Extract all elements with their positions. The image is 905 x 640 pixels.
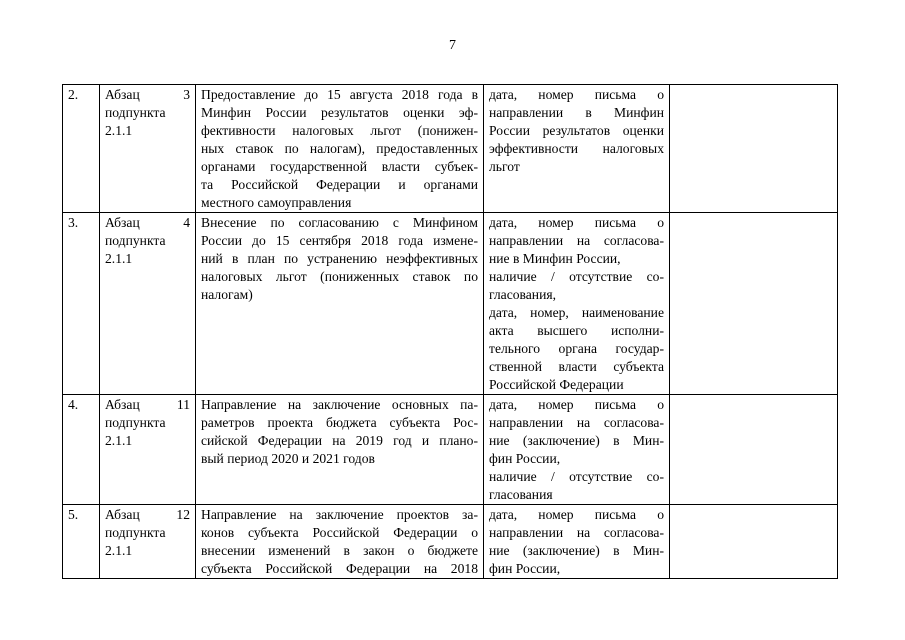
empty-cell: [670, 395, 838, 505]
reference-line: подпункта: [105, 525, 166, 540]
reference-line: 2.1.1: [105, 123, 133, 138]
description-line: местного самоуправления: [201, 195, 352, 210]
reference-number: 12: [176, 507, 190, 522]
indicator-line: направлении на согласова-: [489, 525, 664, 540]
reference-line: подпункта: [105, 233, 166, 248]
indicator-line: дата, номер письма о: [489, 215, 664, 230]
reference-line: подпункта: [105, 415, 166, 430]
reference-word: Абзац: [105, 215, 140, 230]
indicator-cell: [484, 213, 670, 395]
reference-line: подпункта: [105, 105, 166, 120]
table-row: [63, 395, 838, 505]
description-line: фективности налоговых льгот (понижен-: [201, 123, 478, 138]
reference-word: Абзац: [105, 507, 140, 522]
indicator-line: акта высшего исполни-: [489, 323, 664, 338]
description-line: внесении изменений в закон о бюджете: [201, 543, 478, 558]
description-line: Минфин России результатов оценки эф-: [201, 105, 478, 120]
document-table: [62, 84, 838, 579]
indicator-line: наличие / отсутствие со-: [489, 469, 664, 484]
reference-cell: [100, 213, 196, 395]
description-line: конов субъекта Российской Федерации о: [201, 525, 478, 540]
indicator-line: Российской Федерации: [489, 377, 624, 392]
table-row: [63, 213, 838, 395]
row-number: 4.: [63, 395, 100, 505]
description-line: Направление на заключение проектов за-: [201, 507, 478, 522]
description-line: раметров проекта бюджета субъекта Рос-: [201, 415, 478, 430]
indicator-cell: [484, 395, 670, 505]
reference-number: 4: [183, 215, 190, 230]
indicator-line: России результатов оценки: [489, 123, 664, 138]
indicator-line: ние в Минфин России,: [489, 251, 621, 266]
indicator-cell: [484, 505, 670, 579]
reference-cell: [100, 505, 196, 579]
indicator-line: эффективности налоговых: [489, 141, 664, 156]
row-number: 3.: [63, 213, 100, 395]
page-number: 7: [449, 38, 456, 53]
description-line: Внесение по согласованию с Минфином: [201, 215, 478, 230]
indicator-line: ственной власти субъекта: [489, 359, 664, 374]
description-line: налоговых льгот (пониженных ставок по: [201, 269, 478, 284]
description-line: ных ставок по налогам), предоставленных: [201, 141, 478, 156]
reference-cell: [100, 395, 196, 505]
reference-line: 2.1.1: [105, 543, 133, 558]
table-row: [63, 505, 838, 579]
description-line: налогам): [201, 287, 253, 302]
indicator-line: льгот: [489, 159, 520, 174]
indicator-line: тельного органа государ-: [489, 341, 664, 356]
reference-word: Абзац: [105, 397, 140, 412]
description-cell: [196, 505, 484, 579]
description-line: органами государственной власти субъек-: [201, 159, 478, 174]
indicator-cell: [484, 85, 670, 213]
description-cell: [196, 85, 484, 213]
indicator-line: дата, номер письма о: [489, 507, 664, 522]
empty-cell: [670, 505, 838, 579]
description-line: Предоставление до 15 августа 2018 года в: [201, 87, 478, 102]
indicator-line: направлении в Минфин: [489, 105, 664, 120]
reference-line: 2.1.1: [105, 251, 133, 266]
reference-cell: [100, 85, 196, 213]
description-line: Направление на заключение основных па-: [201, 397, 478, 412]
reference-number: 3: [183, 87, 190, 102]
indicator-line: направлении на согласова-: [489, 415, 664, 430]
row-number: 2.: [63, 85, 100, 213]
indicator-line: дата, номер письма о: [489, 397, 664, 412]
indicator-line: фин России,: [489, 451, 561, 466]
description-line: сийской Федерации на 2019 год и плано-: [201, 433, 478, 448]
indicator-line: направлении на согласова-: [489, 233, 664, 248]
indicator-line: гласования: [489, 487, 553, 502]
indicator-line: дата, номер, наименование: [489, 305, 664, 320]
indicator-line: ние (заключение) в Мин-: [489, 543, 664, 558]
description-line: ний в план по устранению неэффективных: [201, 251, 478, 266]
reference-number: 11: [176, 397, 190, 412]
description-cell: [196, 213, 484, 395]
empty-cell: [670, 213, 838, 395]
reference-word: Абзац: [105, 87, 140, 102]
description-line: вый период 2020 и 2021 годов: [201, 451, 375, 466]
indicator-line: фин России,: [489, 561, 561, 576]
indicator-line: наличие / отсутствие со-: [489, 269, 664, 284]
row-number: 5.: [63, 505, 100, 579]
indicator-line: гласования,: [489, 287, 557, 302]
indicator-line: дата, номер письма о: [489, 87, 664, 102]
indicator-line: ние (заключение) в Мин-: [489, 433, 664, 448]
table-row: [63, 85, 838, 213]
description-cell: [196, 395, 484, 505]
description-line: России до 15 сентября 2018 года измене-: [201, 233, 478, 248]
description-line: субъекта Российской Федерации на 2018: [201, 561, 478, 576]
reference-line: 2.1.1: [105, 433, 133, 448]
description-line: та Российской Федерации и органами: [201, 177, 478, 192]
empty-cell: [670, 85, 838, 213]
